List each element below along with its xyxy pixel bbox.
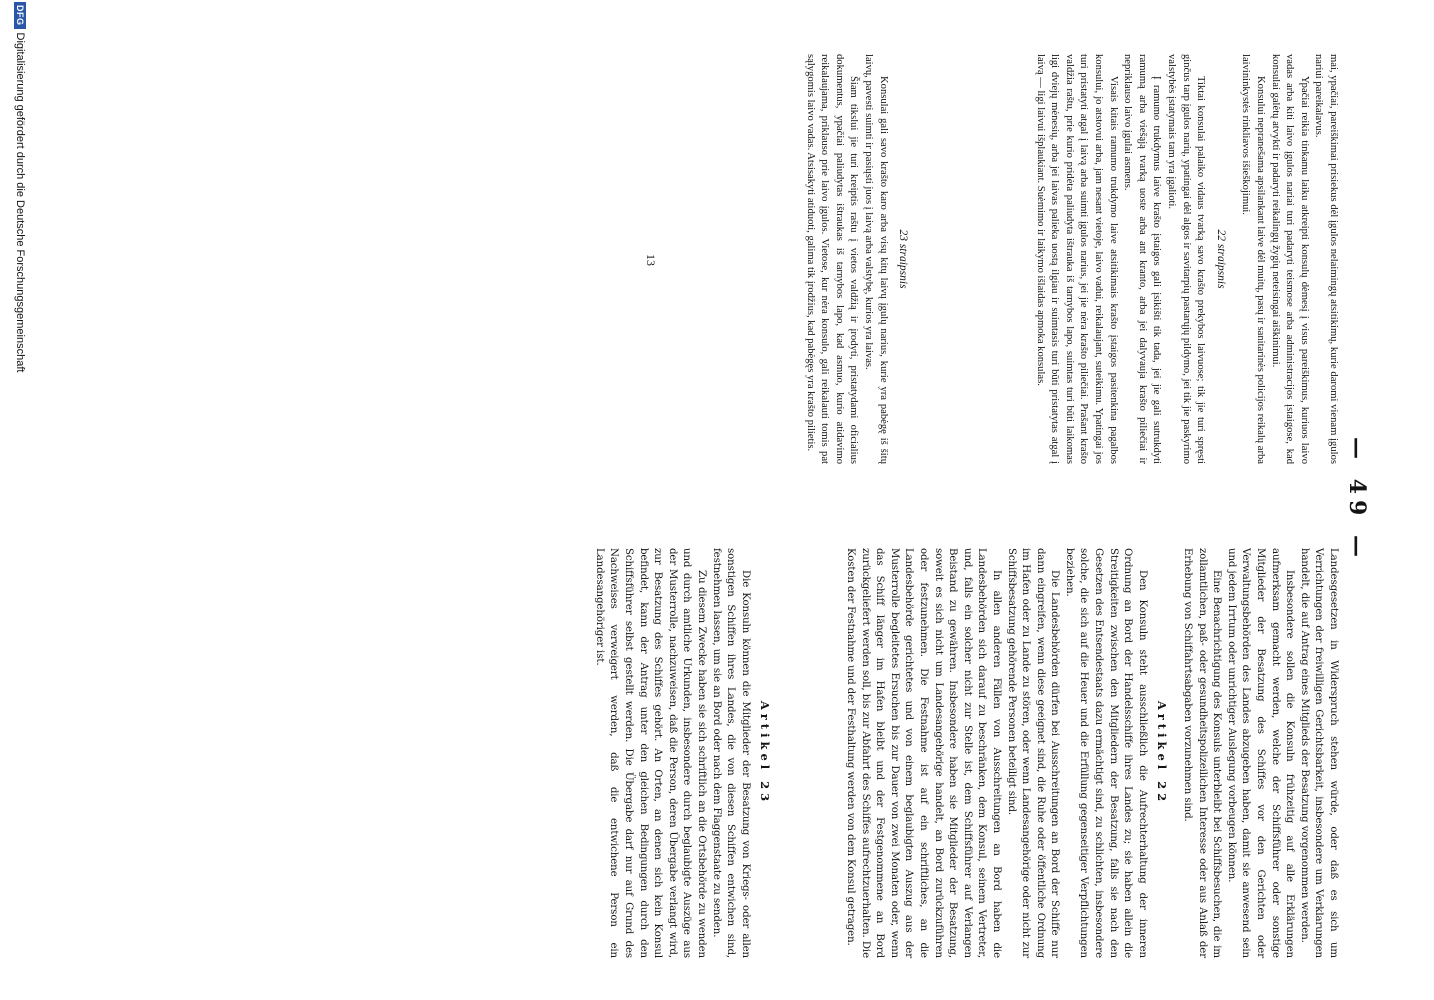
de-article-22-heading: Artikel 22	[1155, 700, 1170, 806]
footer-text: Digitalisierung gefördert durch die Deutsche Forschungsgemeinschaft	[14, 32, 26, 373]
de-spacer	[782, 548, 842, 958]
de-article-23-heading: Artikel 23	[758, 700, 773, 806]
digitization-footer	[8, 0, 32, 1000]
page-number: — 49 —	[1344, 437, 1370, 563]
de-paragraph-4: Die Landesbehörden dürfen bei Ausschreitungen an Bord der Schiffe nur dann eingreifen, wenn diese geeignet sind, die Ruhe oder öffentliche Ordnung im Hafen oder zu Lande zu stören, oder wenn Landesangehörige oder nicht zur Schiffsbesatzung gehörende Personen beteiligt sind.	[1005, 548, 1061, 958]
de-paragraph-5: In allen anderen Fällen von Ausschreitungen an Bord haben die Landesbehörden sich darauf zu beschränken, dem Konsul, seinem Vertreter, und, falls ein solcher nicht zur Stelle ist, dem Schiffsführer auf Verlangen Beistand zu gewähren. Insbesondere haben sie Mitglieder der Besatzung, soweit es sich nicht um Landesangehörige handelt, an Bord zurückzuführen oder festzunehmen. Die Festnahme ist auf ein schriftliches, an die Landesbehörde gerichtetes und von einem beglaubigten Auszug aus der Musterrolle begleitetes Ersuchen bis zur Dauer von zwei Monaten oder, wenn das Schiff länger im Hafen bleibt und der Festgenommene an Bord zurückgeliefert werden soll, bis zur Abfahrt des Schiffes aufrechtzuerhalten. Die Kosten der Festnahme und der Festhaltung werden von dem Konsul getragen.	[845, 548, 1002, 958]
lt-paragraph-7: Šiam tikslui jie turi kreiptis raštu į vietos valdžią ir įrodyti, pristatydami oficialius dokumentus, ypačiai paliudytas ištraukas iš tarnybos lapo, kad asmuo, kurio atidavimo reikalaujama, priklauso prie laivo įgulos. Vietose, kur nėra konsulo, gali reikalauti tomis pat sąlygomis laivo vadas. Atsisakyti atiduoti, galima tik įrodžius, kad pabėgęs yra krašto pilietis.	[804, 54, 860, 464]
dfg-logo-icon: DFG	[14, 2, 26, 29]
folio-number: 13	[644, 254, 658, 266]
lt-spacer	[920, 54, 1032, 464]
lt-paragraph-4: Į ramumo trukdymus laive krašto įstaigos gali įsikišti tik tada, jei jie gali sutrukdyti ramumą arba viešąją tvarką uoste arba ant kranto, arba jei dalyvauja krašto piliečiai ir nepriklauso laivo įgulai asmens.	[1122, 54, 1163, 464]
german-column	[591, 548, 1340, 958]
de-paragraph-2: Eine Benachrichtigung des Konsuls unterbleibt bei Schiffsbesuchen, die im zollamtlichen, paß- oder gesundheitspolizeilichen Interesse oder aus Anlaß der Erhebung von Schiffahrtsabgaben vorzunehmen sind.	[1182, 548, 1223, 958]
lt-paragraph-5: Visais kitais ramumo trukdymo laive atsitikimais krašto įstaigos pasitenkina pagalbos konsului, jo atstovui arba, jam nesant vietoje, laivo vadui, reikalaujant, suteikimu. Ypatingai jos turi pristatyti atgal į laivą arba suimti įgulos narius, jei jie nėra krašto piliečiai. Prašant krašto valdžia raštu, prie kurio pridėta paliudyta ištrauka iš tarnybos lapo, suimtas turi būti laikomas ligi dviejų mėnesių, arba jei laivas palieka uostą ilgiau ir suimtasis turi būti pristatytas atgal į laivą — ligi laivui išplaukiant. Suėmimo ir laikymo išlaidas apmoka konsulas.	[1034, 54, 1119, 464]
de-paragraph-3: Den Konsuln steht ausschließlich die Aufrechterhaltung der inneren Ordnung an Bord der Handelsschiffe ihres Landes zu; sie haben allein die Streitigkeiten zwischen den Mitgliedern der Besatzung, falls sie nach den Gesetzen des Entsendestaats dazu ermächtigt sind, zu schlichten, insbesondere solche, die sich auf die Heuer und die Erfüllung gegenseitiger Verpflichtungen beziehen.	[1063, 548, 1148, 958]
lt-paragraph-1: Ypačiai reikia tinkamu laiku atkreipti konsulų dėmesį į visus pareiškimus, kuriuos laivo vadas arba kiti laivo įgulos nariai turi padaryti teismose arba administracijos įstaigose, kad konsulai galėtų atvykti ir padaryti reikalingų žygių neteisingai aiškinimui.	[1269, 54, 1310, 464]
lt-article-23-heading: 23 straipsnis	[897, 229, 910, 289]
lt-intro-paragraph: mai, ypačiai, pareiškimai prisiekus dėl įgulos nelaimingų atsitikimų, kurie daromi vienam įgulos nariui pareikalavus.	[1313, 54, 1339, 464]
lt-article-22-heading: 22 straipsnis	[1214, 229, 1227, 289]
de-paragraph-6: Die Konsuln können die Mitglieder der Besatzung von Kriegs- oder allen sonstigen Schiffen ihres Landes, die von diesen Schiffen entwichen sind, festnehmen lassen, um sie an Bord oder nach dem Flaggenstaate zu senden.	[710, 548, 751, 958]
de-intro-paragraph: Landesgesetzen in Widerspruch stehen würde, oder daß es sich um Verrichtungen der freiwilligen Gerichtsbarkeit, insbesondere um Verklarungen handelt, die auf Antrag eines Mitglieds der Besatzung vorgenommen werden.	[1298, 548, 1339, 958]
lt-paragraph-3: Tiktai konsulai palaiko vidaus tvarką savo krašto prekybos laivuose; tik jie turi spręsti ginčus tarp įgulos narių, ypatingai dėl algos ir savitarpių pastarųjų pildymo, jei tik jie paskyrimo valstybės įstatymais tam yra įgalioti.	[1166, 54, 1207, 464]
lithuanian-column	[802, 54, 1340, 464]
de-paragraph-7: Zu diesem Zwecke haben sie sich schriftlich an die Ortsbehörde zu wenden und durch amtliche Urkunden, insbesondere durch beglaubigte Auszüge aus der Musterrolle, nachzuweisen, daß die Person, deren Übergabe verlangt wird, zur Besatzung des Schiffes gehört. An Orten, an denen sich kein Konsul befindet, kann der Antrag unter den gleichen Bedingungen durch den Schiffsführer selbst gestellt werden. Die Übergabe darf nur auf Grund des Nachweises verweigert werden, daß die entwichene Person ein Landesangehöriger ist.	[593, 548, 708, 958]
lt-paragraph-6: Konsulai gali savo krašto karo arba visų kitų laivų įgulų narius, kurie yra pabėgę iš šitų laivų, pavesti suimti ir pasiųsti juos į laivą arba valstybę, kurios yra laivas.	[862, 54, 889, 464]
lt-paragraph-2: Konsului nepranešama apsilankant laive dėl muitų, pasų ir sanitarinės policijos reikalų arba laivininkystės rinkliavos išieškojimui.	[1240, 54, 1267, 464]
de-paragraph-1: Insbesondere sollen die Konsuln frühzeitig auf alle Erklärungen aufmerksam gemacht werden, welche der Schiffsführer oder sonstige Mitglieder der Besatzung des Schiffes vor den Gerichten oder Verwaltungsbehörden des Landes abzugeben haben, damit sie anwesend sein und jedem Irrtum oder unrichtiger Auslegung vorbeugen können.	[1225, 548, 1296, 958]
